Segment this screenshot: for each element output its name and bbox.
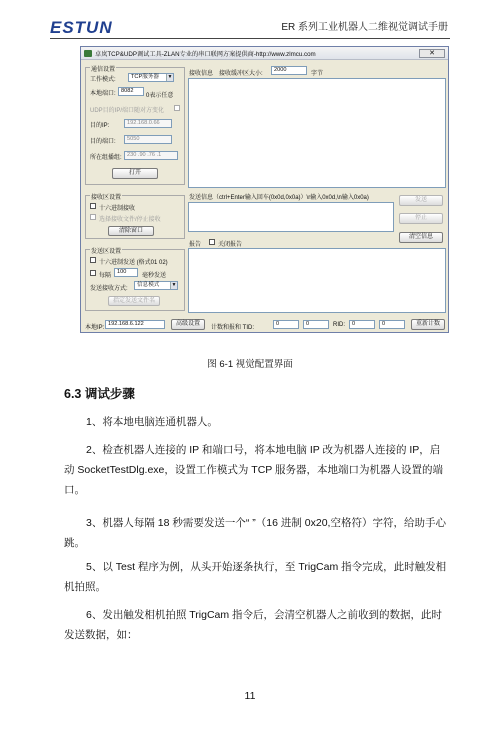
step-1: 1、将本地电脑连通机器人。 [86,416,218,428]
send-settings-group [85,249,185,311]
stop-button[interactable]: 停止 [399,213,443,224]
chevron-down-icon: ▼ [167,74,173,80]
close-icon: ✕ [429,50,435,57]
send-info-label: 发送信息（ctrl+Enter输入回车(0x0d,0x0a)）\r输入0x0d,\n输入0x0a) [189,195,369,201]
buffer-unit: 字节 [311,71,324,77]
receive-group-label: 接收区设置 [90,192,122,201]
send-textarea[interactable] [188,202,394,232]
step-6: 6、发出触发相机拍照 TrigCam 指令后，会清空机器人之前收到的数据，此时发送数据，如： [64,609,443,641]
local-ip-label: 本地IP: [85,325,105,331]
local-port-label: 本地端口: [90,91,116,97]
counter-field-1: 0 [273,320,299,329]
header-rule [50,38,450,39]
report-textarea[interactable] [188,248,446,313]
send-button[interactable]: 发送 [399,195,443,206]
reset-count-button[interactable]: 重新计数 [411,319,445,330]
send-file-button[interactable]: 指定发送文件名 [108,296,160,306]
clear-window-button[interactable]: 清除窗口 [108,226,154,236]
multicast-input[interactable]: 230 .90 .76 .1 [124,151,178,160]
buffer-size-label: 接收缓冲区大小: [219,71,263,77]
clear-info-button[interactable]: 清空信息 [399,232,443,243]
estun-logo: ESTUN [50,18,113,37]
advanced-settings-button[interactable]: 高级设置 [171,319,205,330]
section-heading: 6.3 调试步骤 [64,387,135,401]
local-port-input[interactable]: 8082 [118,87,144,96]
close-report-label: 关闭报告 [218,242,243,248]
chevron-down-icon: ▼ [171,282,177,288]
figure-caption: 图 6-1 视觉配置界面 [207,359,293,370]
buffer-size-input[interactable]: 2000 [271,66,307,75]
interval-input[interactable]: 100 [114,268,138,277]
window-title: 卓岚TCP&UDP调试工具-ZLAN专业的串口联网方案提供商-http://www.zlmcu.com [95,51,316,58]
hex-receive-label: 十六进制接收 [99,206,136,212]
receive-settings-group [85,195,185,239]
counter-label: 计数和报和 TID: [211,325,254,331]
multicast-label: 所在组播组: [90,155,122,161]
receive-textarea[interactable] [188,78,446,188]
save-file-label: 选择接收文件/停止接收 [99,217,161,223]
interval-unit: 毫秒发送 [142,273,167,279]
work-mode-select[interactable] [128,73,174,82]
tcp-udp-tool-window [80,46,449,333]
counter-field-2: 0 [303,320,329,329]
send-group-label: 发送区设置 [90,246,122,255]
step-2: 2、检查机器人连接的 IP 和端口号，将本地电脑 IP 改为机器人连接的 IP，启动 SocketTestDlg.exe，设置工作模式为 TCP 服务器，本地端口为机器人设置的端口。 [64,444,444,496]
save-file-checkbox[interactable] [90,214,96,220]
send-mode-value: 信息模式 [137,282,160,288]
udp-follow-checkbox[interactable] [174,105,180,111]
local-port-hint: 0表示任意 [146,93,174,99]
rid-label: RID: [333,322,345,328]
every-label: 每隔 [99,273,112,279]
dest-port-label: 目的端口: [90,139,116,145]
work-mode-value: TCP服务器 [131,74,159,80]
close-button[interactable] [419,49,445,58]
local-ip-field[interactable]: 192.168.6.122 [105,320,165,329]
udp-follow-label: UDP目的IP/端口随对方变化 [90,108,165,114]
step-3: 3、机器人每隔 18 秒需要发送一个“ ”（16 进制 0x20,空格符）字符，给助手心跳。 [64,517,446,549]
send-mode-label: 发送接收方式: [90,286,128,292]
step-5: 5、以 Test 程序为例，从头开始逐条执行，至 TrigCam 指令完成，此时触发相机拍照。 [64,561,447,593]
counter-field-3: 0 [349,320,375,329]
hex-send-label: 十六进制发送 (格式01 02) [99,260,168,266]
receive-info-label: 接收信息 [189,71,214,77]
dest-port-input[interactable]: 5050 [124,135,172,144]
window-titlebar [81,47,448,60]
network-group-label: 通信设置 [90,64,116,73]
dest-ip-label: 目的IP: [90,123,110,129]
open-button[interactable]: 打开 [112,168,158,179]
header-title: ER 系列工业机器人二维视觉调试手册 [281,22,448,33]
work-mode-label: 工作模式: [90,77,116,83]
report-label: 报告 [189,242,202,248]
send-mode-select[interactable] [134,281,178,290]
every-checkbox[interactable] [90,270,96,276]
page-number: 11 [244,690,256,702]
counter-field-4: 0 [379,320,405,329]
app-icon [84,50,92,57]
network-settings-group [85,67,185,185]
dest-ip-input[interactable]: 192.168.0.66 [124,119,172,128]
hex-send-checkbox[interactable] [90,257,96,263]
close-report-checkbox[interactable] [209,239,215,245]
hex-receive-checkbox[interactable] [90,203,96,209]
